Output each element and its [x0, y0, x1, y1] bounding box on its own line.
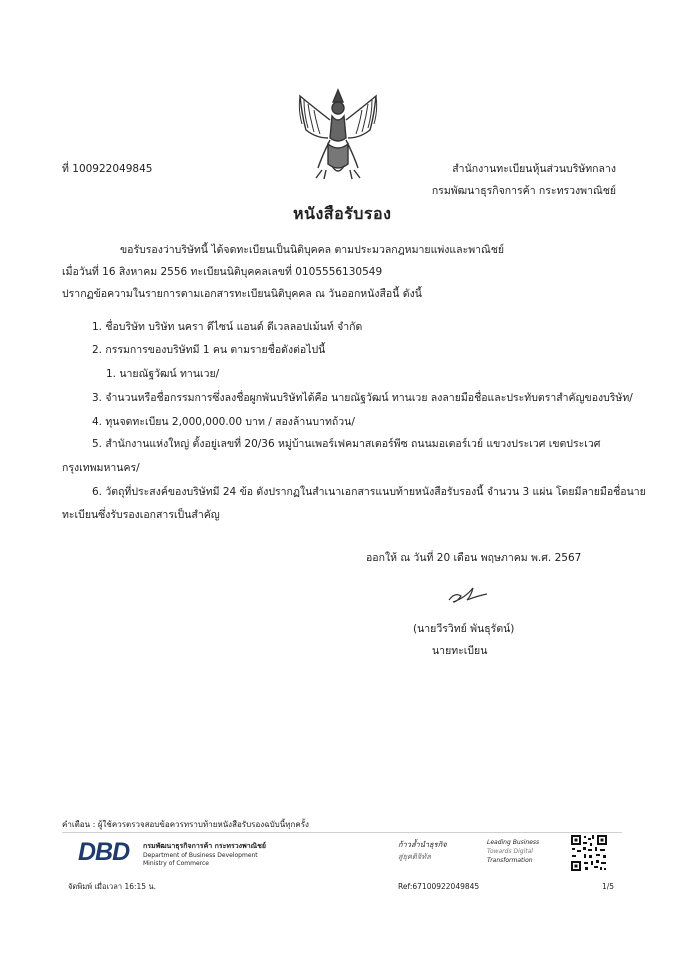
office-line-1: สำนักงานทะเบียนหุ้นส่วนบริษัทกลาง [452, 163, 616, 175]
signer-title: นายทะเบียน [432, 645, 488, 657]
ministry-name-english: Ministry of Commerce [143, 860, 209, 867]
print-time: จัดพิมพ์ เมื่อเวลา 16:15 น. [68, 882, 156, 891]
slogan-thai-2: สู่ยุคดิจิทัล [398, 852, 431, 861]
item-directors: 2. กรรมการของบริษัทมี 1 คน ตามรายชื่อดังต่อไปนี้ [92, 344, 326, 356]
item-company-name: 1. ชื่อบริษัท บริษัท นครา ดีไซน์ แอนด์ ดีเวลลอปเม้นท์ จำกัด [92, 321, 363, 333]
dept-name-english: Department of Business Development [143, 852, 258, 859]
issue-date: ออกให้ ณ วันที่ 20 เดือน พฤษภาคม พ.ศ. 2567 [366, 552, 582, 564]
item-registered-capital: 4. ทุนจดทะเบียน 2,000,000.00 บาท / สองล้านบาทถ้วน/ [92, 416, 355, 428]
signer-name: (นายวีรวิทย์ พันธุรัตน์) [413, 623, 515, 635]
signature-image [445, 582, 489, 606]
slogan-english-2: Towards Digital [487, 848, 533, 855]
slogan-thai-1: ก้าวล้ำนำธุรกิจ [398, 840, 447, 849]
item-authorized-signatory: 3. จำนวนหรือชื่อกรรมการซึ่งลงชื่อผูกพันบริษัทได้คือ นายณัฐวัฒน์ ทานเวย ลงลายมือชื่อและประทับตราสำคัญของบริษัท/ [92, 392, 633, 404]
dept-name-thai: กรมพัฒนาธุรกิจการค้า กระทรวงพาณิชย์ [143, 842, 266, 850]
garuda-emblem-icon [292, 86, 384, 181]
footer-divider [62, 832, 622, 833]
item-head-office-cont: กรุงเทพมหานคร/ [62, 462, 140, 474]
qr-code-icon [570, 834, 608, 872]
item-objectives: 6. วัตถุที่ประสงค์ของบริษัทมี 24 ข้อ ดังปรากฏในสำเนาเอกสารแนบท้ายหนังสือรับรองนี้ จำนวน 3 แผ่น โดยมีลายมือชื่อนาย [92, 486, 646, 498]
footer-warning: คำเตือน : ผู้ใช้ควรตรวจสอบข้อควรทราบท้ายหนังสือรับรองฉบับนี้ทุกครั้ง [62, 820, 309, 829]
item-director-1: 1. นายณัฐวัฒน์ ทานเวย/ [106, 368, 220, 380]
item-objectives-cont: ทะเบียนซึ่งรับรองเอกสารเป็นสำคัญ [62, 509, 220, 521]
page-number: 1/5 [602, 882, 615, 891]
slogan-english-1: Leading Business [487, 839, 540, 846]
reference-code: Ref:67100922049845 [398, 882, 480, 891]
reference-number: ที่ 100922049845 [62, 163, 153, 175]
intro-line-2: เมื่อวันที่ 16 สิงหาคม 2556 ทะเบียนนิติบุคคลเลขที่ 0105556130549 [62, 266, 383, 278]
office-line-2: กรมพัฒนาธุรกิจการค้า กระทรวงพาณิชย์ [431, 185, 616, 197]
item-head-office: 5. สำนักงานแห่งใหญ่ ตั้งอยู่เลขที่ 20/36 หมู่บ้านเพอร์เฟคมาสเตอร์พีซ ถนนมอเตอร์เวย์ แขวงประเวศ เขตประเวศ [92, 438, 601, 450]
slogan-english-3: Transformation [487, 857, 533, 864]
document-title: หนังสือรับรอง [293, 204, 392, 223]
intro-line-1: ขอรับรองว่าบริษัทนี้ ได้จดทะเบียนเป็นนิติบุคคล ตามประมวลกฎหมายแพ่งและพาณิชย์ [120, 244, 505, 256]
intro-line-3: ปรากฏข้อความในรายการตามเอกสารทะเบียนนิติบุคคล ณ วันออกหนังสือนี้ ดังนี้ [62, 288, 422, 300]
dbd-logo: DBD [78, 838, 130, 866]
